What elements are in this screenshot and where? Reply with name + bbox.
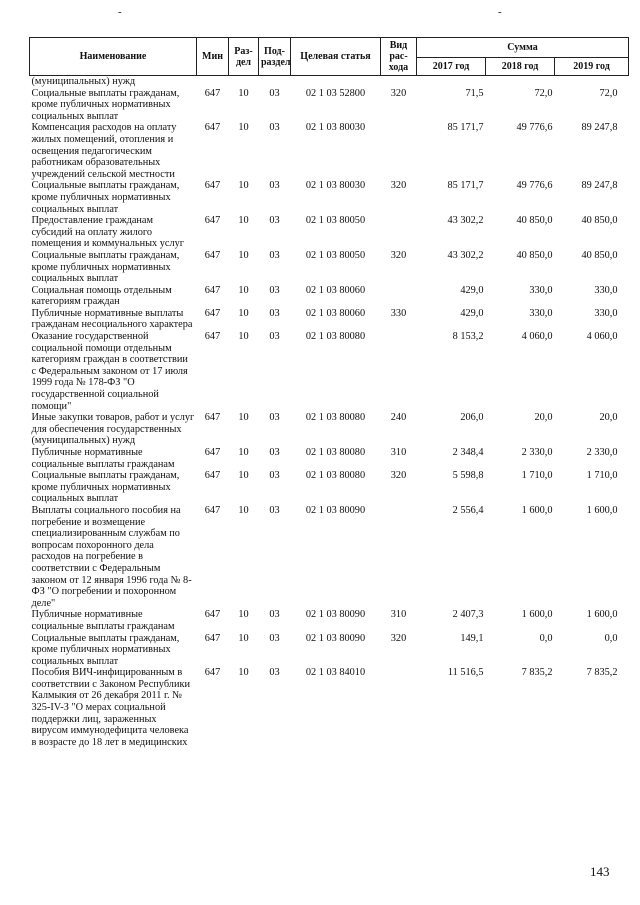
row-sum-2018: 20,0 <box>534 412 553 424</box>
row-min: 647 <box>204 87 221 99</box>
row-name: Компенсация расходов на оплату жилых помещений, отопления и освещения педагогическим работникам образовательных учреждений сельской местности <box>31 122 177 180</box>
row-vid: 310 <box>390 609 407 621</box>
row-sum-2018: 1 710,0 <box>521 470 553 482</box>
row-razdel: 10 <box>238 249 249 261</box>
row-razdel: 10 <box>238 667 249 679</box>
row-target: 02 1 03 80080 <box>305 331 366 343</box>
table-body <box>30 76 629 749</box>
row-name: Социальная помощь отдельным категориям граждан <box>31 284 172 308</box>
row-sum-2018: 49 776,6 <box>516 180 553 192</box>
col-header-name: Наименование <box>30 38 197 76</box>
page-number: 143 <box>590 864 610 879</box>
row-razdel: 10 <box>238 307 249 319</box>
row-sum-2017: 85 171,7 <box>447 180 484 192</box>
row-razdel: 10 <box>238 412 249 424</box>
row-min: 647 <box>204 609 221 621</box>
row-podrazdel: 03 <box>269 609 280 621</box>
row-target: 02 1 03 80050 <box>305 215 366 227</box>
row-podrazdel: 03 <box>269 412 280 424</box>
row-sum-2017: 429,0 <box>460 307 484 319</box>
row-vid <box>381 331 417 412</box>
table-row <box>30 215 629 250</box>
row-target <box>291 76 381 88</box>
row-sum-2018: 40 850,0 <box>516 249 553 261</box>
row-min <box>197 76 229 88</box>
row-vid <box>381 505 417 609</box>
row-min: 647 <box>204 122 221 134</box>
row-sum-2017: 2 556,4 <box>452 504 484 516</box>
row-min: 647 <box>204 331 221 343</box>
table-row <box>30 505 629 609</box>
row-min: 647 <box>204 447 221 458</box>
row-min: 647 <box>204 284 221 296</box>
row-sum-2017: 429,0 <box>460 284 484 296</box>
row-sum-2019: 4 060,0 <box>586 331 618 343</box>
row-vid: 320 <box>390 249 407 261</box>
row-sum-2019: 1 600,0 <box>586 609 618 621</box>
row-name: Выплаты социального пособия на погребение и возмещение специализированным службам по вопросам похоронного дела расходов на погребение в соответствии с Федеральным законом от 12 января 1996 года № 8-ФЗ "О погребении и похоронном деле" <box>31 504 192 609</box>
row-sum-2018: 7 835,2 <box>521 667 553 679</box>
row-target: 02 1 03 80060 <box>305 307 366 319</box>
row-sum-2017 <box>417 76 486 88</box>
row-podrazdel: 03 <box>269 470 280 482</box>
row-sum-2018: 49 776,6 <box>516 122 553 134</box>
row-razdel: 10 <box>238 180 249 192</box>
row-sum-2017: 85 171,7 <box>447 122 484 134</box>
row-min: 647 <box>204 632 221 644</box>
row-sum-2019: 89 247,8 <box>581 122 618 134</box>
row-podrazdel: 03 <box>269 284 280 296</box>
col-header-razdel: Раз-дел <box>229 38 259 76</box>
row-sum-2018: 1 600,0 <box>521 609 553 621</box>
row-sum-2018: 330,0 <box>529 284 553 296</box>
row-sum-2017: 43 302,2 <box>447 215 484 227</box>
col-header-2017: 2017 год <box>417 58 486 76</box>
row-target: 02 1 03 80080 <box>305 412 366 424</box>
col-header-podrazdel: Под-раздел <box>259 38 291 76</box>
row-name: Иные закупки товаров, работ и услуг для обеспечения государственных (муниципальных) нужд <box>31 412 195 447</box>
row-sum-2019: 330,0 <box>594 307 618 319</box>
table-row <box>30 447 629 470</box>
top-mark-right: - <box>498 6 502 18</box>
row-sum-2019: 72,0 <box>599 87 618 99</box>
col-header-min: Мин <box>197 38 229 76</box>
row-sum-2019: 2 330,0 <box>586 447 618 458</box>
table-row <box>30 609 629 632</box>
row-vid: 320 <box>390 87 407 99</box>
table-row <box>30 285 629 308</box>
row-razdel: 10 <box>238 504 249 516</box>
row-min: 647 <box>204 470 221 482</box>
col-header-2018: 2018 год <box>486 58 555 76</box>
col-header-vid: Вид рас-хода <box>381 38 417 76</box>
row-min: 647 <box>204 249 221 261</box>
row-name: Социальные выплаты гражданам, кроме публичных нормативных социальных выплат <box>31 470 180 505</box>
row-min: 647 <box>204 504 221 516</box>
row-target: 02 1 03 80080 <box>305 470 366 482</box>
row-min: 647 <box>204 667 221 679</box>
row-name: (муниципальных) нужд <box>31 76 136 87</box>
row-min: 647 <box>204 215 221 227</box>
row-target: 02 1 03 52800 <box>305 87 366 99</box>
table-row <box>30 412 629 447</box>
row-vid: 320 <box>390 632 407 644</box>
row-sum-2018: 2 330,0 <box>521 447 553 458</box>
row-sum-2017: 71,5 <box>465 87 484 99</box>
row-razdel: 10 <box>238 470 249 482</box>
row-razdel: 10 <box>238 447 249 458</box>
row-sum-2018: 40 850,0 <box>516 215 553 227</box>
row-sum-2017: 11 516,5 <box>447 667 484 679</box>
row-podrazdel: 03 <box>269 632 280 644</box>
row-target: 02 1 03 80080 <box>305 447 366 458</box>
row-sum-2018: 0,0 <box>539 632 553 644</box>
row-podrazdel: 03 <box>269 180 280 192</box>
budget-table <box>29 37 629 748</box>
row-sum-2019: 1 600,0 <box>586 504 618 516</box>
row-razdel: 10 <box>238 331 249 343</box>
row-sum-2017: 43 302,2 <box>447 249 484 261</box>
top-mark-left: - <box>118 6 122 18</box>
row-sum-2017: 149,1 <box>460 632 484 644</box>
row-vid <box>381 215 417 250</box>
row-sum-2018: 4 060,0 <box>521 331 553 343</box>
row-sum-2019: 1 710,0 <box>586 470 618 482</box>
row-podrazdel <box>259 76 291 88</box>
row-name: Социальные выплаты гражданам, кроме публичных нормативных социальных выплат <box>31 249 180 285</box>
row-vid: 240 <box>390 412 407 424</box>
row-sum-2019: 40 850,0 <box>581 249 618 261</box>
row-vid <box>381 285 417 308</box>
row-name: Публичные нормативные выплаты гражданам несоциального характера <box>31 307 193 331</box>
row-sum-2019: 89 247,8 <box>581 180 618 192</box>
row-sum-2017: 8 153,2 <box>452 331 484 343</box>
row-vid: 320 <box>390 180 407 192</box>
row-vid <box>381 667 417 748</box>
row-min: 647 <box>204 307 221 319</box>
row-sum-2019: 20,0 <box>599 412 618 424</box>
row-sum-2019: 7 835,2 <box>586 667 618 679</box>
row-podrazdel: 03 <box>269 504 280 516</box>
row-target: 02 1 03 80060 <box>305 284 366 296</box>
table-row <box>30 331 629 412</box>
row-name: Публичные нормативные социальные выплаты гражданам <box>31 609 175 632</box>
row-name: Социальные выплаты гражданам, кроме публичных нормативных социальных выплат <box>31 180 180 215</box>
row-target: 02 1 03 80090 <box>305 504 366 516</box>
row-sum-2019: 330,0 <box>594 284 618 296</box>
row-podrazdel: 03 <box>269 331 280 343</box>
row-sum-2017: 206,0 <box>460 412 484 424</box>
row-podrazdel: 03 <box>269 249 280 261</box>
table-header <box>30 38 629 76</box>
row-target: 02 1 03 80030 <box>305 180 366 192</box>
row-razdel: 10 <box>238 609 249 621</box>
row-target: 02 1 03 80090 <box>305 632 366 644</box>
row-podrazdel: 03 <box>269 667 280 679</box>
row-sum-2018: 330,0 <box>529 307 553 319</box>
row-name: Социальные выплаты гражданам, кроме публичных нормативных социальных выплат <box>31 632 180 667</box>
row-vid: 310 <box>390 447 407 458</box>
row-min: 647 <box>204 180 221 192</box>
row-podrazdel: 03 <box>269 87 280 99</box>
col-header-summa: Сумма <box>417 38 629 58</box>
row-vid <box>381 122 417 180</box>
table-row <box>30 633 629 668</box>
row-min: 647 <box>204 412 221 424</box>
col-header-target: Целевая статья <box>291 38 381 76</box>
table-row <box>30 122 629 180</box>
row-podrazdel: 03 <box>269 122 280 134</box>
row-sum-2019: 40 850,0 <box>581 215 618 227</box>
row-target: 02 1 03 84010 <box>305 667 366 679</box>
table-row <box>30 88 629 123</box>
row-sum-2017: 2 348,4 <box>452 447 484 458</box>
row-sum-2018: 72,0 <box>534 87 553 99</box>
row-razdel: 10 <box>238 215 249 227</box>
row-sum-2018: 1 600,0 <box>521 504 553 516</box>
row-name: Предоставление гражданам субсидий на оплату жилого помещения и коммунальных услуг <box>31 215 184 250</box>
table-row <box>30 308 629 331</box>
row-vid <box>381 76 417 88</box>
row-podrazdel: 03 <box>269 447 280 458</box>
row-razdel: 10 <box>238 632 249 644</box>
row-name: Пособия ВИЧ-инфицированным в соответствии с Законом Республики Калмыкия от 26 декабря 2011 г. № 325-IV-З "О мерах социальной поддержки лиц, зараженных вирусом иммунодефицита человека в возрасте до 18 лет в медицинских <box>31 667 190 748</box>
row-sum-2017: 5 598,8 <box>452 470 484 482</box>
row-name: Публичные нормативные социальные выплаты гражданам <box>31 447 175 470</box>
table-row <box>30 76 629 88</box>
row-razdel: 10 <box>238 284 249 296</box>
row-razdel <box>229 76 259 88</box>
row-podrazdel: 03 <box>269 215 280 227</box>
row-vid: 320 <box>390 470 407 482</box>
col-header-2019: 2019 год <box>555 58 629 76</box>
row-target: 02 1 03 80030 <box>305 122 366 134</box>
row-podrazdel: 03 <box>269 307 280 319</box>
row-sum-2017: 2 407,3 <box>452 609 484 621</box>
table-row <box>30 180 629 215</box>
row-target: 02 1 03 80090 <box>305 609 366 621</box>
row-vid: 330 <box>390 307 407 319</box>
row-name: Социальные выплаты гражданам, кроме публичных нормативных социальных выплат <box>31 87 180 122</box>
row-sum-2018 <box>486 76 555 88</box>
table-row <box>30 250 629 285</box>
row-razdel: 10 <box>238 87 249 99</box>
row-sum-2019: 0,0 <box>604 632 618 644</box>
row-target: 02 1 03 80050 <box>305 249 366 261</box>
row-razdel: 10 <box>238 122 249 134</box>
table-row <box>30 667 629 748</box>
row-sum-2019 <box>555 76 629 88</box>
table-row <box>30 470 629 505</box>
row-name: Оказание государственной социальной помощи отдельным категориям граждан в соответствии с Федеральным законом от 17 июля 1999 года № 178-ФЗ "О государственной социальной помощи" <box>31 331 188 412</box>
